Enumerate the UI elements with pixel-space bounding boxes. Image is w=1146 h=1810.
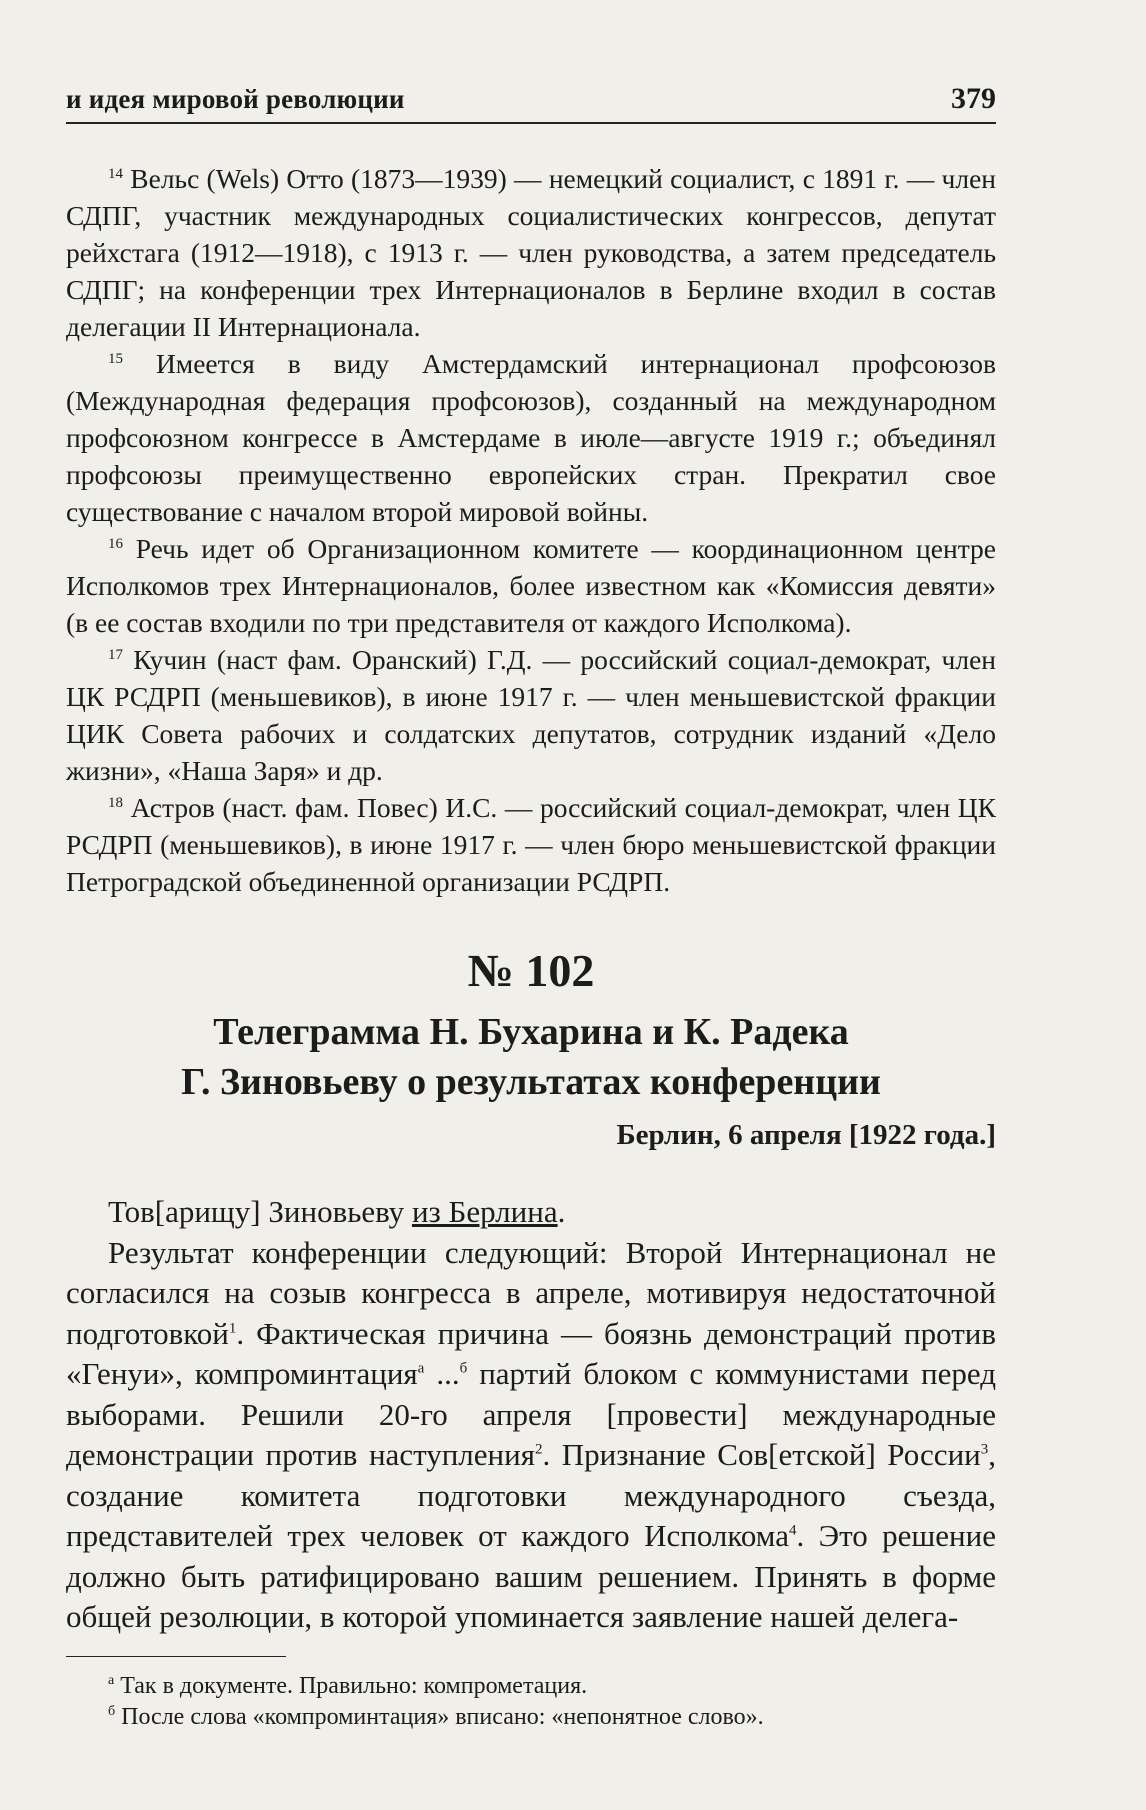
running-header [66,82,996,124]
document-number: № 102 [467,945,595,996]
note-ref: 4 [788,1522,797,1539]
footnote-text: После слова «компроминтация» вписано: «непонятное слово». [121,1703,764,1730]
note-ref: 1 [228,1320,237,1337]
text-footnote-a [66,1671,996,1702]
footnote-mark: 18 [108,794,123,811]
footnote-mark: 14 [108,165,123,182]
note-ref: б [459,1360,468,1377]
footnote-mark: а [108,1672,115,1688]
footnote-15 [66,345,996,530]
footnote-mark: 16 [108,535,123,552]
footnote-divider [66,1656,286,1657]
footnote-mark: 17 [108,646,123,663]
footnote-14 [66,160,996,345]
document-title-line-2: Г. Зиновьеву о результатах конференции [181,1061,881,1103]
text-footnote-b [66,1702,996,1733]
address-underlined: из Берлина [411,1194,558,1229]
telegram-body [66,1233,996,1638]
note-ref: 3 [980,1441,989,1458]
footnote-mark: б [108,1703,116,1719]
running-header-title: и идея мировой революции [66,84,405,114]
footnote-16 [66,530,996,641]
page-number: 379 [951,82,996,115]
footnote-text: Кучин (наст фам. Оранский) Г.Д. — российский социал-демократ, член ЦК РСДРП (меньшевиков), в июне 1917 г. — член меньшевистской фракции ЦИК Совета рабочих и солдатских депутатов, сотрудник изданий «Дело жизни», «Наша Заря» и др. [66,644,996,786]
document-place-date: Берлин, 6 апреля [1922 года.] [616,1119,996,1151]
telegram-address [66,1192,996,1233]
footnote-text: Речь идет об Организационном комитете — координационном центре Исполкомов трех Интернационалов, более известном как «Комиссия девяти» (в ее состав входили по три представителя от каждого Исполкома). [66,533,996,638]
footnote-mark: 15 [108,350,123,367]
footnote-text: Вельс (Wels) Отто (1873—1939) — немецкий социалист, с 1891 г. — член СДПГ, участник международных социалистических конгрессов, депутат рейхстага (1912—1918), с 1913 г. — член руководства, а затем председатель СДПГ; на конференции трех Интернационалов в Берлине входил в состав делегации II Интернационала. [66,163,996,342]
note-ref: 2 [534,1441,543,1458]
footnote-text: Так в документе. Правильно: компрометация. [120,1672,588,1699]
document-title-line-1: Телеграмма Н. Бухарина и К. Радека [213,1011,849,1053]
body-text: . Фактическая причина — боязнь демонстраций против «Генуи», компроминтация [66,1315,996,1391]
footnotes-block [66,160,996,900]
footnote-18 [66,789,996,900]
note-ref: а [417,1360,425,1377]
address-prefix: Тов[арищу] Зиновьеву [108,1194,412,1229]
body-text: Результат конференции следующий: Второй Интернационал не согласился на созыв конгресса в апреле, мотивируя недостаточной подготовкой [66,1234,996,1351]
body-text: ... [424,1356,460,1391]
footnote-text: Имеется в виду Амстердамский интернационал профсоюзов (Международная федерация профсоюзов), созданный на международном профсоюзном конгрессе в Амстердаме в июле—августе 1919 г.; объединял профсоюзы преимущественно европейских стран. Прекратил свое существование с началом второй мировой войны. [66,348,996,527]
body-text: , создание комитета подготовки международного съезда, представителей трех человек от каждого Исполкома [66,1437,996,1553]
address-suffix: . [557,1194,566,1229]
body-text: . Признание Сов[етской] России [542,1437,981,1472]
footnote-17 [66,641,996,789]
footnote-text: Астров (наст. фам. Повес) И.С. — российский социал-демократ, член ЦК РСДРП (меньшевиков), в июне 1917 г. — член бюро меньшевистской фракции Петроградской объединенной организации РСДРП. [66,792,996,897]
body-text: партий блоком с коммунистами перед выборами. Решили 20-го апреля [провести] международные демонстрации против наступления [66,1356,996,1472]
body-text: . Это решение должно быть ратифицировано вашим решением. Принять в форме общей резолюции, в которой упоминается заявление нашей делега- [66,1518,996,1634]
